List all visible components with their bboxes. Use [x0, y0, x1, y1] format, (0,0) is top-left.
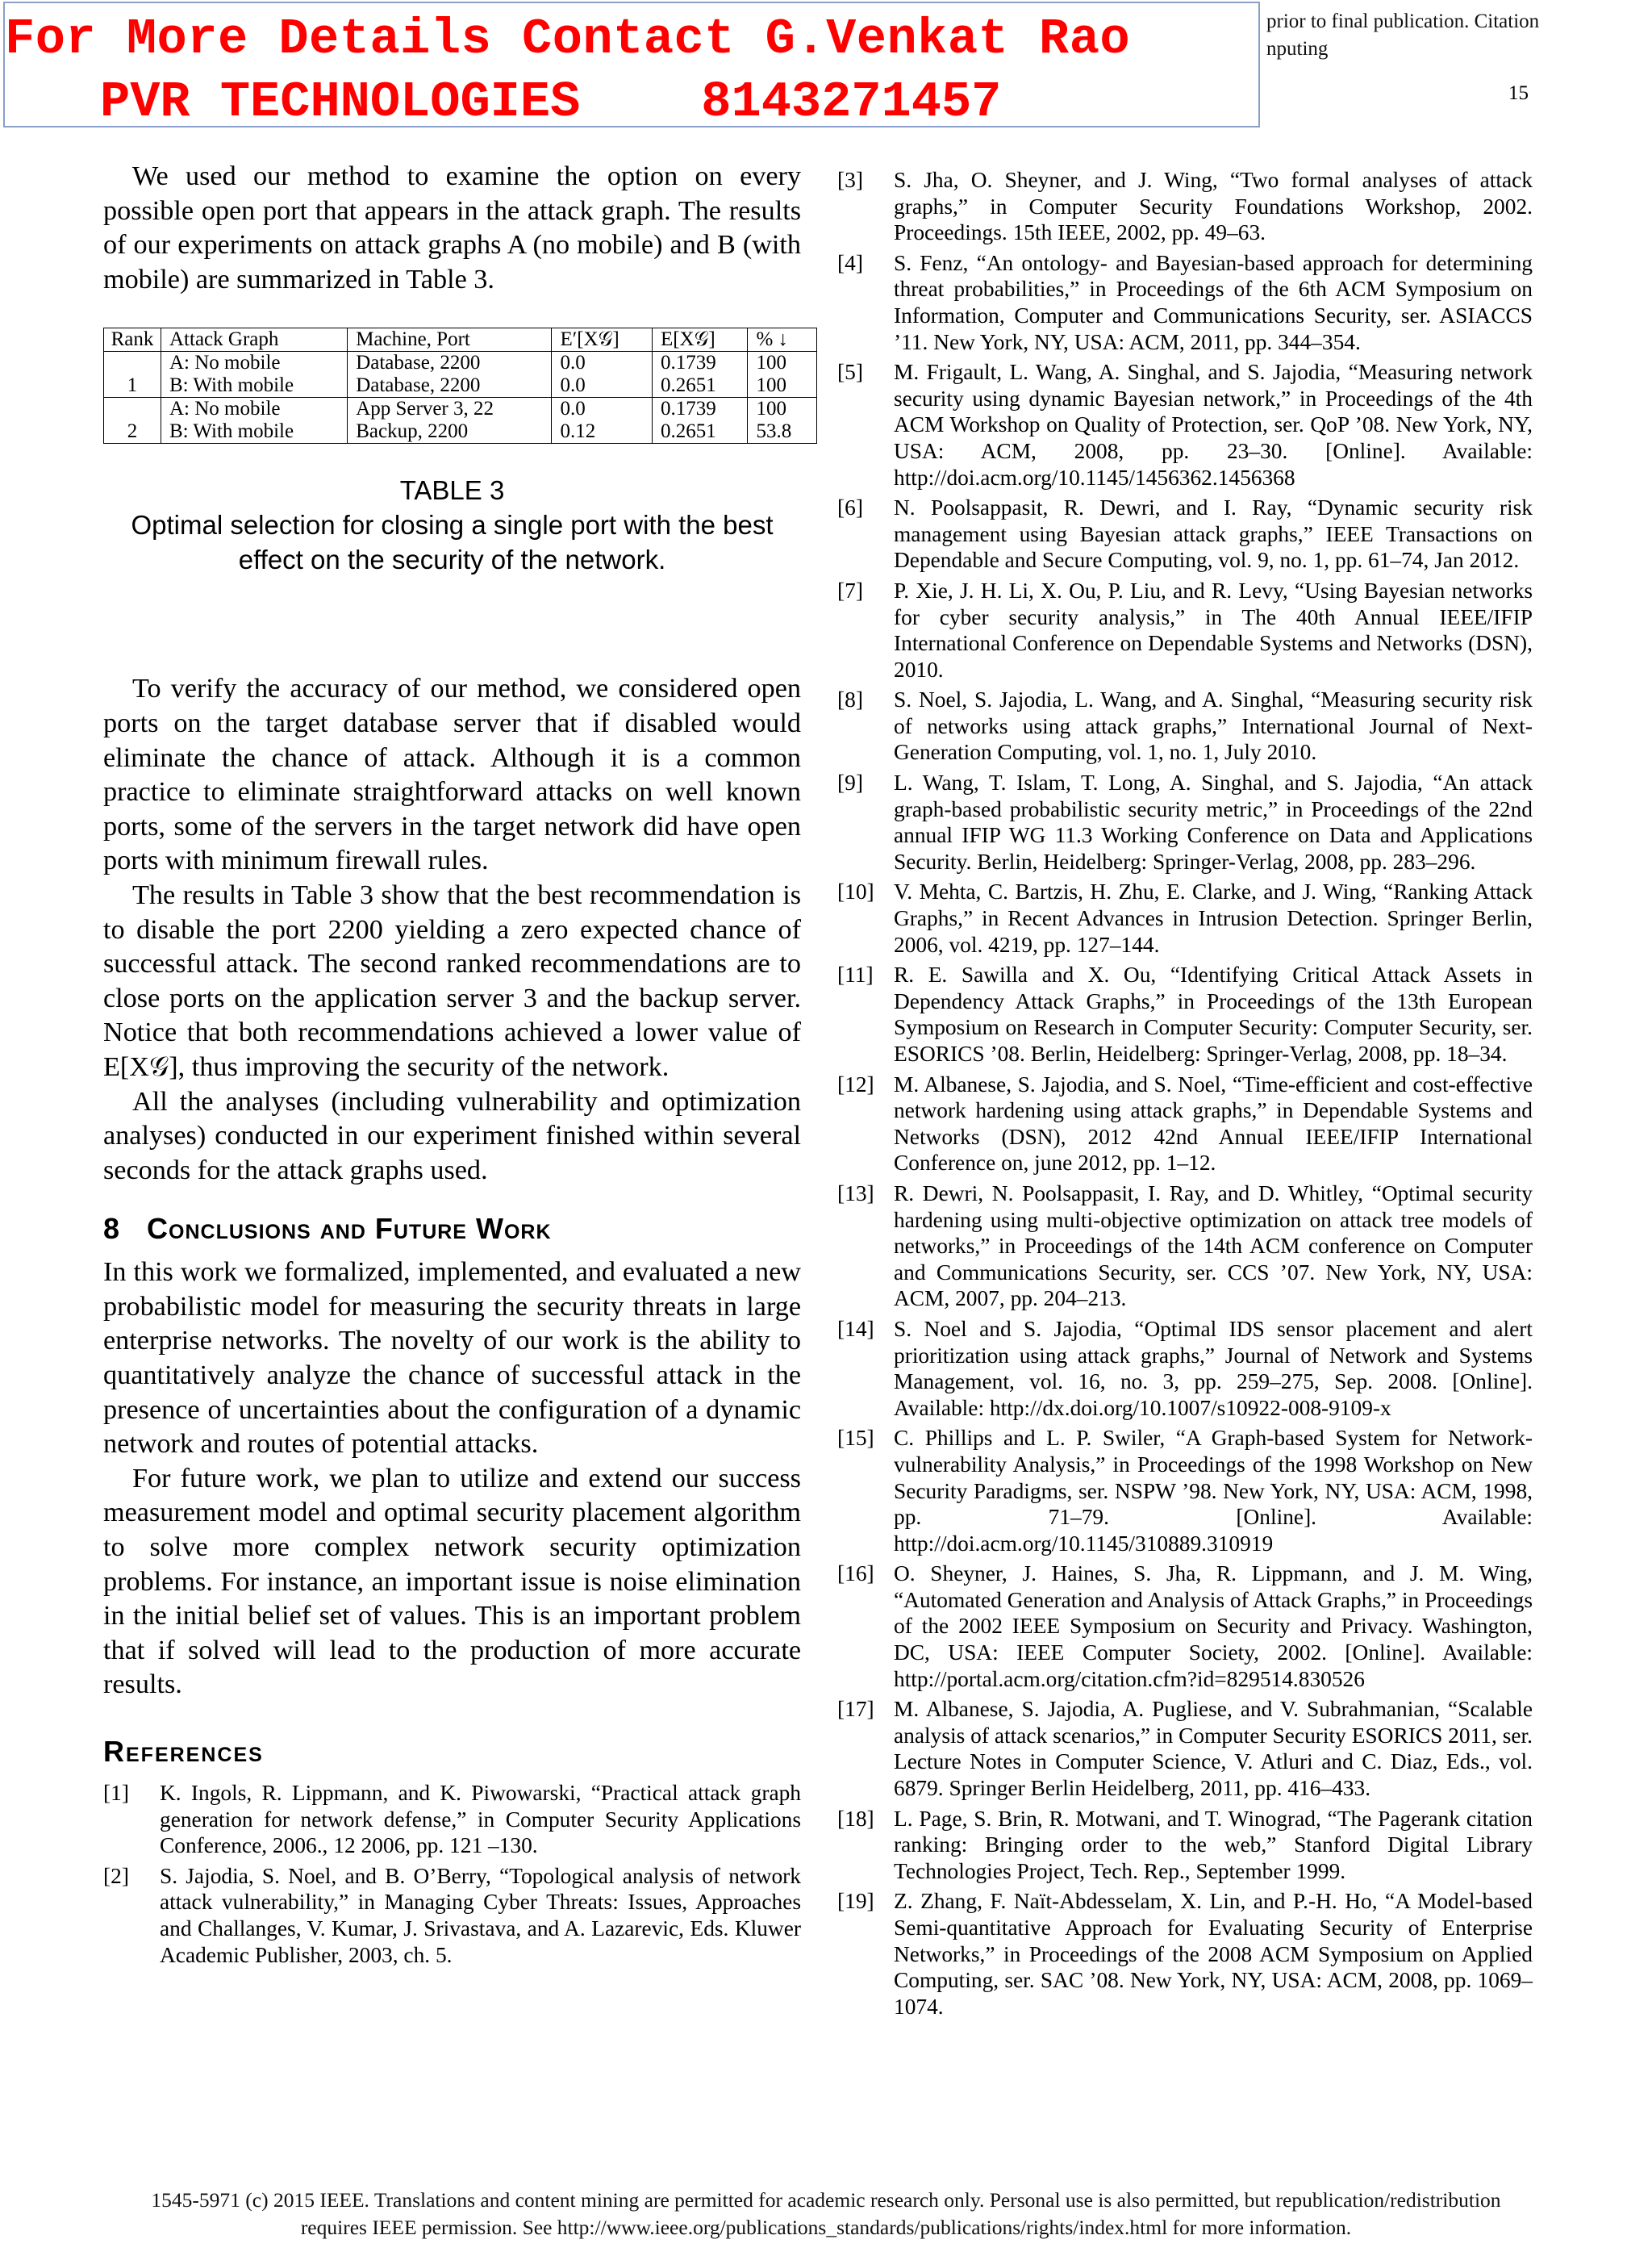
table-row	[104, 352, 817, 375]
table-caption	[103, 473, 801, 577]
reference-item	[837, 1072, 1533, 1176]
reference-number: [14]	[837, 1316, 874, 1341]
reference-number: [10]	[837, 879, 874, 904]
table-row	[104, 374, 817, 398]
reference-item	[837, 770, 1533, 875]
reference-text: C. Phillips and L. P. Swiler, “A Graph-based System for Network-vulnerability Analysis,” in Proceedings of the 1998 Workshop on New Security Paradigms, ser. NSPW ’98. New York, NY, USA: ACM, 1998, pp. 71–79. [Online]. Available: http://doi.acm.org/10.1145/310889.310919	[894, 1426, 1533, 1556]
results-table	[103, 328, 817, 444]
reference-text: R. Dewri, N. Poolsappasit, I. Ray, and D. Whitley, “Optimal security hardening using multi-objective optimization on attack tree models of networks,” in Proceedings of the 14th ACM conference on Computer and Communications Security, ser. CCS ’07. New York, NY, USA: ACM, 2007, pp. 204–213.	[894, 1180, 1533, 1311]
table-cell: 0.1739	[652, 352, 748, 375]
paragraph-conclusion: In this work we formalized, implemented, and evaluated a new probabilistic model for measuring the security threats in large enterprise networks. The novelty of our work is the ability to quantitatively analyze the chance of successful attack in the presence of uncertainties about the configuration of a dynamic network and routes of potential attacks.	[103, 1257, 801, 1460]
section-number: 8	[103, 1212, 121, 1246]
table-caption-label: TABLE 3	[399, 475, 505, 506]
table-cell: 0.2651	[652, 374, 748, 398]
table-header-row	[104, 328, 817, 352]
reference-text: S. Jajodia, S. Noel, and B. O’Berry, “Topological analysis of network attack vulnerability,” in Managing Cyber Threats: Issues, Approaches and Challanges, V. Kumar, J. Srivastava, and A. Lazarevic, Eds. Kluwer Academic Publisher, 2003, ch. 5.	[160, 1863, 801, 1967]
reference-number: [16]	[837, 1561, 874, 1586]
reference-item	[837, 359, 1533, 491]
section-title: Conclusions and Future Work	[147, 1212, 552, 1246]
reference-text: M. Albanese, S. Jajodia, and S. Noel, “Time-efficient and cost-effective network hardening using attack graphs,” in Dependable Systems and Networks (DSN), 2012 42nd Annual IEEE/IFIP International Conference on, june 2012, pp. 1–12.	[894, 1072, 1533, 1176]
reference-text: P. Xie, J. H. Li, X. Ou, P. Liu, and R. Levy, “Using Bayesian networks for cyber security analysis,” in The 40th Annual IEEE/IFIP International Conference on Dependable Systems and Networks (DSN), 2010.	[894, 578, 1533, 682]
table-cell: 0.0	[552, 398, 652, 421]
reference-number: [15]	[837, 1426, 874, 1451]
contact-watermark	[3, 2, 1260, 131]
table-cell: 100	[748, 352, 817, 375]
table-cell: A: No mobile	[161, 398, 348, 421]
table-cell: 0.1739	[652, 398, 748, 421]
page-number: 15	[1508, 82, 1529, 104]
table-header-cell: Attack Graph	[161, 328, 348, 352]
table-header-cell: E[X𝒢]	[652, 328, 748, 352]
references-heading: References	[103, 1735, 264, 1768]
header-line-1: prior to final publication. Citation	[1266, 10, 1540, 32]
table-cell	[104, 352, 161, 375]
reference-item	[837, 1425, 1533, 1556]
table-header-cell: E′[X𝒢]	[552, 328, 652, 352]
reference-number: [2]	[103, 1863, 129, 1888]
table-cell: 0.2651	[652, 420, 748, 444]
table-caption-text: Optimal selection for closing a single port with the best effect on the security of the network.	[131, 510, 774, 575]
reference-item	[837, 879, 1533, 958]
reference-item	[837, 495, 1533, 574]
reference-text: V. Mehta, C. Bartzis, H. Zhu, E. Clarke, and J. Wing, “Ranking Attack Graphs,” in Recent Advances in Intrusion Detection. Springer Berlin, 2006, vol. 4219, pp. 127–144.	[894, 879, 1533, 957]
left-column	[103, 160, 801, 1972]
table-header-cell: Machine, Port	[348, 328, 552, 352]
reference-number: [12]	[837, 1072, 874, 1097]
watermark-phone: 8143271457	[701, 73, 1002, 131]
table-header-cell: Rank	[104, 328, 161, 352]
copyright-footer	[0, 2187, 1652, 2241]
reference-number: [13]	[837, 1180, 874, 1205]
table-cell: 100	[748, 374, 817, 398]
reference-number: [18]	[837, 1806, 874, 1831]
table-cell: 0.0	[552, 374, 652, 398]
table-cell: 2	[104, 420, 161, 444]
reference-item	[837, 250, 1533, 355]
header-line-2: nputing	[1266, 38, 1329, 60]
paragraph-future-work: For future work, we plan to utilize and extend our success measurement model and optimal security placement algorithm to solve more complex network security optimization problems. For instance, an important issue is noise elimination in the initial belief set of values. This is an important problem that if solved will lead to the production of more accurate results.	[103, 1463, 801, 1700]
reference-text: K. Ingols, R. Lippmann, and K. Piwowarski, “Practical attack graph generation for network defense,” in Computer Security Applications Conference, 2006., 12 2006, pp. 121 –130.	[160, 1781, 801, 1858]
table-cell: App Server 3, 22	[348, 398, 552, 421]
reference-text: O. Sheyner, J. Haines, S. Jha, R. Lippmann, and J. M. Wing, “Automated Generation and Analysis of Attack Graphs,” in Proceedings of the 2002 IEEE Symposium on Security and Privacy. Washington, DC, USA: IEEE Computer Society, 2002. [Online]. Available: http://portal.acm.org/citation.cfm?id=829514.830526	[894, 1561, 1533, 1691]
reference-item	[837, 1888, 1533, 2020]
reference-number: [17]	[837, 1697, 874, 1722]
reference-item	[837, 962, 1533, 1067]
reference-number: [4]	[837, 250, 863, 275]
reference-text: R. E. Sawilla and X. Ou, “Identifying Critical Attack Assets in Dependency Attack Graphs,” in Proceedings of the 13th European Symposium on Research in Computer Security: Computer Security, ser. ESORICS ’08. Berlin, Heidelberg: Springer-Verlag, 2008, pp. 18–34.	[894, 963, 1533, 1066]
section-heading	[103, 1212, 801, 1246]
table-row	[104, 420, 817, 444]
reference-number: [1]	[103, 1781, 129, 1805]
table-cell	[104, 398, 161, 421]
reference-number: [11]	[837, 963, 874, 988]
reference-text: N. Poolsappasit, R. Dewri, and I. Ray, “Dynamic security risk management using Bayesian attack graphs,” IEEE Transactions on Dependable and Secure Computing, vol. 9, no. 1, pp. 61–74, Jan 2012.	[894, 495, 1533, 573]
table-cell: 0.0	[552, 352, 652, 375]
running-header	[1266, 8, 1646, 63]
reference-number: [9]	[837, 771, 863, 796]
right-column	[837, 167, 1533, 2024]
reference-item	[837, 1560, 1533, 1692]
table-cell: 0.12	[552, 420, 652, 444]
paragraph-results-discussion: The results in Table 3 show that the best recommendation is to disable the port 2200 yielding a zero expected chance of successful attack. The second ranked recommendations are to close ports on the application server 3 and the backup server. Notice that both recommendations achieved a lower value of E[X𝒢], thus improving the security of the network.	[103, 879, 801, 1082]
table-cell: 1	[104, 374, 161, 398]
reference-number: [8]	[837, 687, 863, 712]
reference-text: L. Page, S. Brin, R. Motwani, and T. Winograd, “The Pagerank citation ranking: Bringing order to the web,” Stanford Digital Library Technologies Project, Tech. Rep., September 1999.	[894, 1806, 1533, 1883]
reference-number: [5]	[837, 360, 863, 385]
reference-item	[103, 1863, 801, 1968]
reference-text: M. Frigault, L. Wang, A. Singhal, and S. Jajodia, “Measuring network security using dynamic Bayesian network,” in Proceedings of the 4th ACM Workshop on Quality of Protection, ser. QoP ’08. New York, NY, USA: ACM, 2008, pp. 23–30. [Online]. Available: http://doi.acm.org/10.1145/1456362.1456368	[894, 360, 1533, 490]
table-header-cell: % ↓	[748, 328, 817, 352]
reference-item	[837, 1180, 1533, 1312]
reference-item	[837, 167, 1533, 246]
table-cell: B: With mobile	[161, 374, 348, 398]
reference-text: S. Fenz, “An ontology- and Bayesian-based approach for determining threat probabilities,” in Proceedings of the 6th ACM Symposium on Information, Computer and Communications Security, ser. ASIACCS ’11. New York, NY, USA: ACM, 2011, pp. 344–354.	[894, 250, 1533, 354]
reference-text: L. Wang, T. Islam, T. Long, A. Singhal, and S. Jajodia, “An attack graph-based probabilistic security metric,” in Proceedings of the 22nd annual IFIP WG 11.3 Working Conference on Data and Applications Security. Berlin, Heidelberg: Springer-Verlag, 2008, pp. 283–296.	[894, 771, 1533, 874]
reference-number: [19]	[837, 1889, 874, 1914]
watermark-line-1: For More Details Contact G.Venkat Rao	[5, 10, 1131, 68]
watermark-company: PVR TECHNOLOGIES	[100, 73, 581, 131]
table-row	[104, 398, 817, 421]
table-cell: Backup, 2200	[348, 420, 552, 444]
table-cell: B: With mobile	[161, 420, 348, 444]
paragraph-verify-accuracy: To verify the accuracy of our method, we considered open ports on the target database server that if disabled would eliminate the chance of attack. Although it is a common practice to eliminate straightforward attacks on well known ports, some of the servers in the target network did have open ports with minimum firewall rules.	[103, 674, 801, 876]
paragraph-analysis-time: All the analyses (including vulnerability and optimization analyses) conducted in our experiment finished within several seconds for the attack graphs used.	[103, 1086, 801, 1185]
reference-number: [3]	[837, 168, 863, 192]
reference-item	[837, 1316, 1533, 1421]
table-cell: 100	[748, 398, 817, 421]
watermark-line-2	[100, 73, 1002, 131]
reference-number: [6]	[837, 495, 863, 520]
reference-text: S. Noel and S. Jajodia, “Optimal IDS sensor placement and alert prioritization using attack graphs,” Journal of Network and Systems Management, vol. 16, no. 3, pp. 259–275, Sep. 2008. [Online]. Available: http://dx.doi.org/10.1007/s10922-008-9109-x	[894, 1316, 1533, 1420]
reference-text: S. Noel, S. Jajodia, L. Wang, and A. Singhal, “Measuring security risk of networks using attack graphs,” International Journal of Next-Generation Computing, vol. 1, no. 1, July 2010.	[894, 687, 1533, 765]
reference-text: S. Jha, O. Sheyner, and J. Wing, “Two formal analyses of attack graphs,” in Computer Security Foundations Workshop, 2002. Proceedings. 15th IEEE, 2002, pp. 49–63.	[894, 168, 1533, 245]
reference-text: Z. Zhang, F. Naït-Abdesselam, X. Lin, and P.-H. Ho, “A Model-based Semi-quantitative Approach for Evaluating Security of Enterprise Networks,” in Proceedings of the 2008 ACM Symposium on Applied Computing, ser. SAC ’08. New York, NY, USA: ACM, 2008, pp. 1069–1074.	[894, 1889, 1533, 2019]
reference-item	[837, 1696, 1533, 1801]
table-cell: A: No mobile	[161, 352, 348, 375]
table-cell: Database, 2200	[348, 374, 552, 398]
reference-item	[837, 1806, 1533, 1885]
reference-text: M. Albanese, S. Jajodia, A. Pugliese, and V. Subrahmanian, “Scalable analysis of attack scenarios,” in Computer Security ESORICS 2011, ser. Lecture Notes in Computer Science, V. Atluri and C. Diaz, Eds., vol. 6879. Springer Berlin Heidelberg, 2011, pp. 416–433.	[894, 1697, 1533, 1801]
reference-number: [7]	[837, 578, 863, 603]
table-cell: Database, 2200	[348, 352, 552, 375]
reference-item	[837, 687, 1533, 766]
reference-item	[103, 1780, 801, 1859]
reference-item	[837, 578, 1533, 683]
footer-line-1: 1545-5971 (c) 2015 IEEE. Translations and content mining are permitted for academic research only. Personal use is also permitted, but republication/redistribution	[151, 2188, 1501, 2212]
table-cell: 53.8	[748, 420, 817, 444]
footer-line-2: requires IEEE permission. See http://www.ieee.org/publications_standards/publications/rights/index.html for more information.	[300, 2216, 1352, 2239]
paragraph-experiment-intro: We used our method to examine the option on every possible open port that appears in the attack graph. The results of our experiments on attack graphs A (no mobile) and B (with mobile) are summarized in Table 3.	[103, 161, 801, 295]
